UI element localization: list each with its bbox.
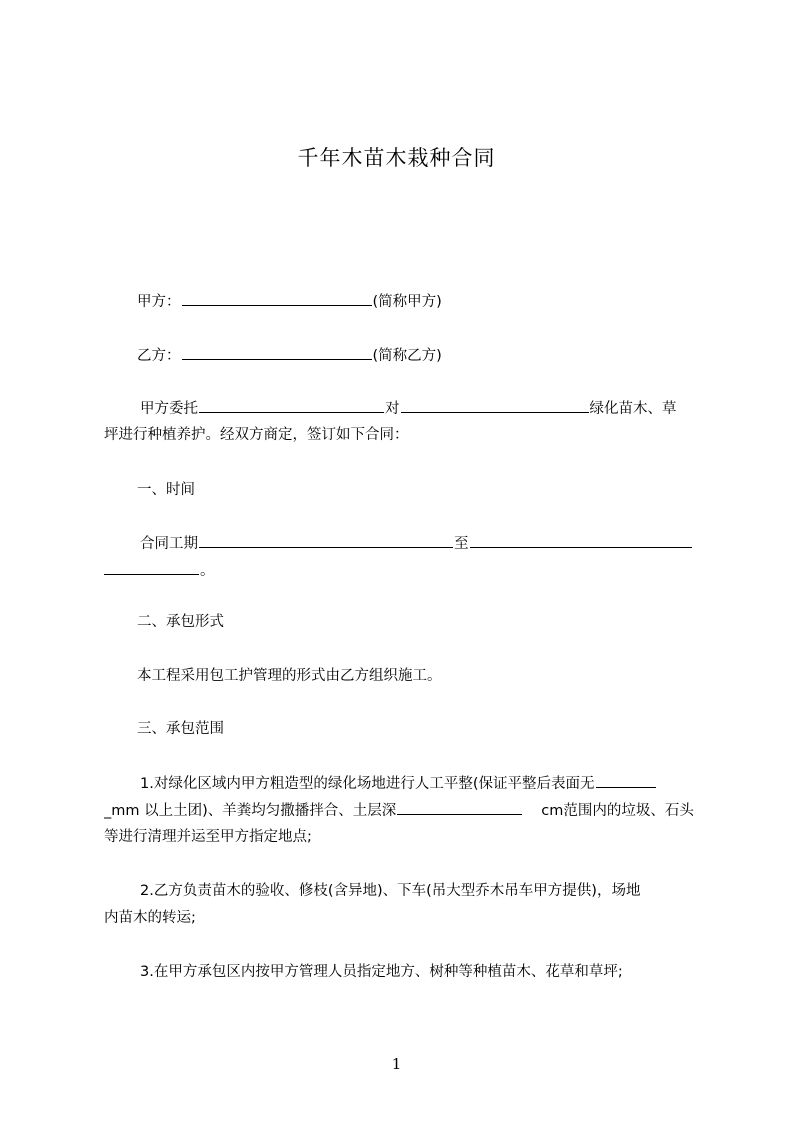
contract-end-blank-cont — [104, 559, 199, 575]
item-1-text-2b: cm范围内的垃圾、石头 — [541, 803, 694, 819]
document-title: 千年木苗木栽种合同 — [297, 146, 496, 170]
party-b-blank — [182, 344, 372, 360]
section-1-line-2 — [104, 559, 215, 582]
section-1-text-2: 至 — [454, 536, 469, 552]
party-a-suffix: (简称甲方) — [372, 294, 442, 310]
section-2-body: 本工程采用包工护管理的形式由乙方组织施工。 — [137, 668, 442, 684]
party-a-label: 甲方： — [137, 294, 181, 310]
section-3-heading: 三、承包范围 — [137, 721, 224, 737]
intro-line-1 — [140, 397, 700, 420]
item-2-line-1: 2.乙方负责苗木的验收、修枝(含异地)、下车(吊大型乔木吊车甲方提供)，场地 — [140, 883, 641, 899]
item-1-line-2 — [104, 799, 700, 822]
section-1-end: 。 — [200, 563, 215, 579]
party-a-blank — [182, 290, 372, 306]
intro-blank-1 — [199, 397, 384, 413]
item-2-line-2: 内苗木的转运; — [104, 910, 196, 926]
page-number: 1 — [391, 1055, 402, 1073]
intro-text-3: 绿化苗木、草 — [589, 401, 677, 417]
party-b-label: 乙方： — [137, 348, 181, 364]
section-1-text-1: 合同工期 — [140, 536, 198, 552]
intro-blank-2 — [401, 397, 589, 413]
item-1-text-2a: _mm 以上土团)、羊粪均匀撒播拌合、土层深 — [104, 803, 397, 819]
item-3-line-1: 3.在甲方承包区内按甲方管理人员指定地方、树种等种植苗木、花草和草坪; — [140, 964, 623, 980]
intro-text-1: 甲方委托 — [140, 401, 198, 417]
intro-text-2: 对 — [385, 401, 400, 417]
contract-start-blank — [199, 532, 453, 548]
party-b-line — [137, 344, 442, 367]
item-1-line-1 — [140, 772, 700, 795]
item-1-blank-1 — [596, 772, 656, 788]
item-1-line-3: 等进行清理并运至甲方指定地点; — [104, 829, 312, 845]
item-1-blank-2 — [397, 799, 522, 815]
section-2-heading: 二、承包形式 — [137, 614, 224, 630]
section-1-line-1 — [140, 532, 700, 555]
party-b-suffix: (简称乙方) — [372, 348, 442, 364]
item-1-text-1: 1.对绿化区域内甲方粗造型的绿化场地进行人工平整(保证平整后表面无 — [140, 776, 595, 792]
contract-end-blank — [470, 532, 692, 548]
intro-line-2: 坪进行种植养护。经双方商定，签订如下合同： — [104, 427, 409, 443]
party-a-line — [137, 290, 442, 313]
section-1-heading: 一、时间 — [137, 482, 195, 498]
